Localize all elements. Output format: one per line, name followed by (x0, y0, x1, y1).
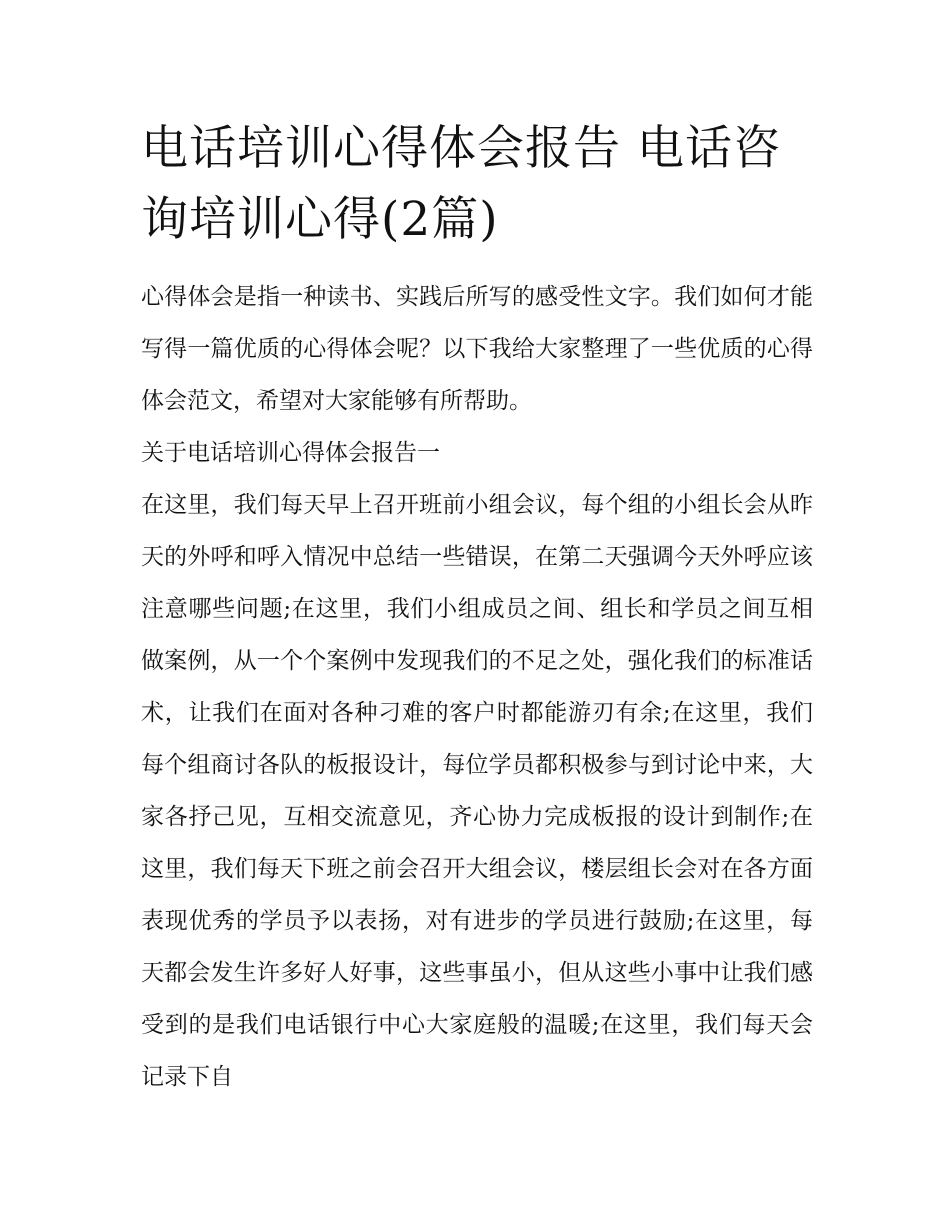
intro-paragraph: 心得体会是指一种读书、实践后所写的感受性文字。我们如何才能写得一篇优质的心得体会呢？以下我给大家整理了一些优质的心得体会范文，希望对大家能够有所帮助。 (141, 284, 813, 414)
section-heading: 关于电话培训心得体会报告一 (141, 440, 440, 466)
body-paragraph: 在这里，我们每天早上召开班前小组会议，每个组的小组长会从昨天的外呼和呼入情况中总结一些错误，在第二天强调今天外呼应该注意哪些问题;在这里，我们小组成员之间、组长和学员之间互相做案例，从一个个案例中发现我们的不足之处，强化我们的标准话术，让我们在面对各种刁难的客户时都能游刃有余;在这里，我们每个组商讨各队的板报设计，每位学员都积极参与到讨论中来，大家各抒己见，互相交流意见，齐心协力完成板报的设计到制作;在这里，我们每天下班之前会召开大组会议，楼层组长会对在各方面表现优秀的学员予以表扬，对有进步的学员进行鼓励;在这里，每天都会发生许多好人好事，这些事虽小，但从这些小事中让我们感受到的是我们电话银行中心大家庭般的温暖;在这里，我们每天会记录下自 (141, 492, 813, 1090)
document-title: 电话培训心得体会报告 电话咨询培训心得(2篇) (141, 121, 781, 247)
document-content (141, 113, 813, 1103)
